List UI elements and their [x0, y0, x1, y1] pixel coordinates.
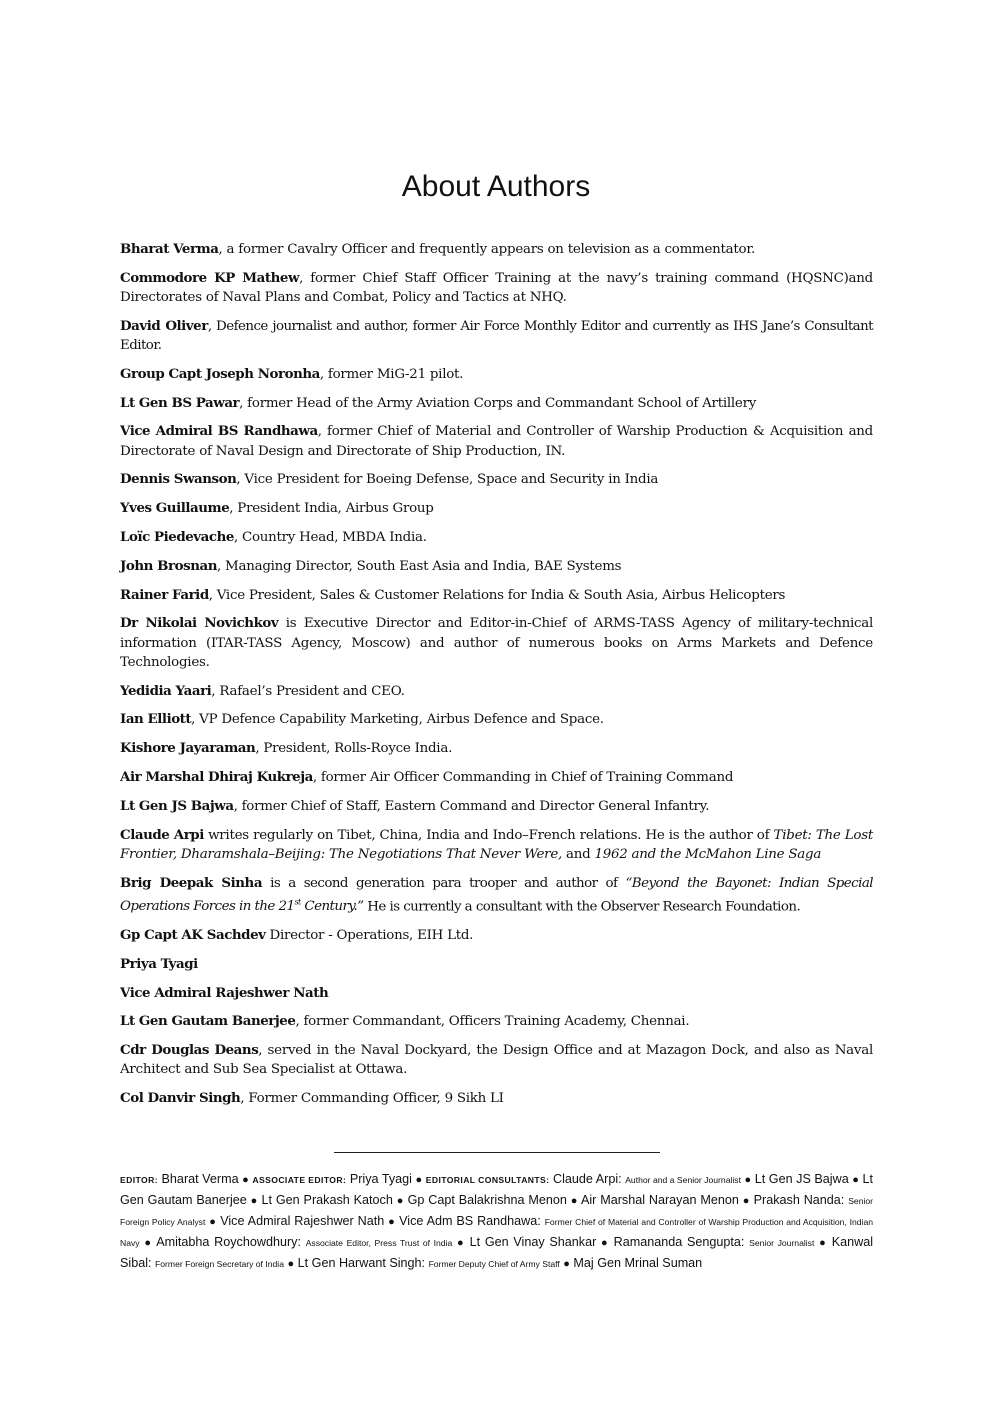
- author-name: Yves Guillaume: [120, 500, 230, 517]
- author-entry: [120, 365, 873, 384]
- author-description: writes regularly on Tibet, China, India and Indo–French relations. He is the author of: [203, 827, 774, 843]
- author-name: Dr Nikolai Novichkov: [120, 615, 279, 632]
- book-title: 1962 and the McMahon Line Saga: [594, 846, 822, 862]
- author-name: Lt Gen JS Bajwa: [120, 797, 234, 814]
- editor-name: Bharat Verma: [161, 1172, 239, 1186]
- author-entry: [120, 499, 873, 518]
- bullet-separator: ●: [563, 1258, 570, 1270]
- author-description: , Rafael’s President and CEO.: [211, 683, 405, 699]
- consultant-name: Lt Gen Harwant Singh:: [297, 1256, 426, 1270]
- ordinal-suffix: st: [294, 897, 301, 907]
- author-entry: [120, 955, 873, 974]
- bullet-separator: ●: [287, 1258, 295, 1270]
- author-name: Col Danvir Singh: [120, 1090, 241, 1107]
- author-description: , served in the Naval Dockyard, the Design Office and at Mazagon Dock, and also as Naval Architect and Sub Sea Specialist at Ottawa.: [120, 1043, 873, 1078]
- consultant-name: Vice Admiral Rajeshwer Nath: [220, 1214, 385, 1228]
- author-entry: [120, 826, 873, 864]
- author-entry: [120, 317, 873, 355]
- author-name: Vice Admiral BS Randhawa: [120, 423, 318, 440]
- author-description: , Country Head, MBDA India.: [233, 529, 427, 545]
- author-name: Bharat Verma: [120, 241, 219, 257]
- author-entry: [120, 984, 873, 1003]
- bullet-separator: ●: [852, 1174, 859, 1186]
- bullet-separator: ●: [457, 1237, 465, 1249]
- consultant-name: Air Marshal Narayan Menon: [580, 1193, 739, 1207]
- author-description: is a second generation para trooper and author of: [262, 875, 626, 891]
- author-name: Dennis Swanson: [120, 471, 237, 488]
- consultant-note: Senior Foreign Policy Analyst: [120, 1196, 874, 1227]
- author-entry: [120, 557, 873, 576]
- author-name: Commodore KP Mathew: [120, 269, 300, 286]
- author-entry: [120, 1041, 873, 1079]
- author-entry: [120, 528, 873, 547]
- author-entry: [120, 470, 873, 489]
- author-name: Air Marshal Dhiraj Kukreja: [120, 768, 313, 785]
- footer-divider: [334, 1152, 660, 1153]
- associate-editor-label: ASSOCIATE EDITOR:: [252, 1175, 347, 1185]
- author-description: , a former Cavalry Officer and frequently appears on television as a commentator.: [218, 242, 755, 257]
- author-entry: [120, 710, 873, 729]
- author-name: Lt Gen BS Pawar: [120, 394, 240, 411]
- author-entry: [120, 1089, 873, 1108]
- consultant-name: Vice Adm BS Randhawa:: [399, 1214, 541, 1228]
- author-description: , Former Commanding Officer, 9 Sikh LI: [240, 1091, 504, 1107]
- author-entry: [120, 422, 873, 460]
- author-description: , former MiG-21 pilot.: [319, 366, 464, 382]
- author-entry: [120, 1012, 873, 1031]
- author-entry: [120, 874, 873, 917]
- author-name: Vice Admiral Rajeshwer Nath: [120, 984, 329, 1001]
- author-description: , former Commandant, Officers Training Academy, Chennai.: [295, 1014, 690, 1030]
- bullet-separator: ●: [144, 1237, 153, 1249]
- conjunction: and: [562, 846, 595, 862]
- consultant-name: Ramananda Sengupta:: [613, 1235, 745, 1249]
- consultant-name: Maj Gen Mrinal Suman: [573, 1256, 703, 1270]
- author-description: , Vice President, Sales & Customer Relations for India & South Asia, Airbus Helicopters: [208, 587, 786, 603]
- author-name: Yedidia Yaari: [120, 682, 212, 699]
- author-description: , former Chief Staff Officer Training at the navy’s training command (HQSNC)and Directorates of Naval Plans and Combat, Policy and Tactics at NHQ.: [120, 270, 873, 305]
- bullet-separator: ●: [570, 1195, 578, 1207]
- author-description: He is currently a consultant with the Observer Research Foundation.: [363, 899, 801, 915]
- author-description: , former Head of the Army Aviation Corps and Commandant School of Artillery: [239, 395, 757, 411]
- author-name: Gp Capt AK Sachdev: [120, 927, 266, 944]
- consultant-name: Lt Gen Gautam Banerjee: [120, 1172, 873, 1207]
- editor-label: EDITOR:: [120, 1175, 158, 1185]
- author-entry: [120, 768, 873, 787]
- consultant-name: Lt Gen Vinay Shankar: [469, 1235, 597, 1249]
- bullet-separator: ●: [396, 1195, 404, 1207]
- author-description: , former Chief of Material and Controller of Warship Production & Acquisition and Directorate of Naval Design and Directorate of Ship Production, IN.: [120, 424, 873, 459]
- author-name: Group Capt Joseph Noronha: [120, 365, 320, 382]
- book-title-part: “Beyond the Bayonet: Indian Special Operations Forces in the 21: [120, 875, 873, 915]
- author-name: Priya Tyagi: [120, 955, 198, 972]
- consultant-note: Former Chief of Material and Controller of Warship Production and Acquisition, Indian Navy: [120, 1217, 874, 1248]
- editorial-consultants-label: EDITORIAL CONSULTANTS:: [425, 1175, 550, 1185]
- consultant-name: Amitabha Roychowdhury:: [156, 1235, 301, 1249]
- editorial-credits: [120, 1169, 873, 1274]
- book-title-part: Century.”: [300, 899, 364, 915]
- bullet-separator: ●: [415, 1174, 423, 1186]
- author-entry: [120, 269, 873, 307]
- bullet-separator: ●: [601, 1237, 609, 1249]
- consultant-name: Lt Gen JS Bajwa: [754, 1172, 849, 1186]
- bullet-separator: ●: [742, 1195, 750, 1207]
- author-description: , Managing Director, South East Asia and India, BAE Systems: [217, 558, 622, 574]
- consultant-name: Claude Arpi:: [553, 1172, 622, 1186]
- author-description: , President India, Airbus Group: [229, 501, 434, 517]
- consultant-note: Associate Editor, Press Trust of India: [305, 1238, 453, 1248]
- consultant-note: Author and a Senior Journalist: [625, 1175, 741, 1185]
- author-name: John Brosnan: [120, 557, 217, 574]
- author-entry: [120, 926, 873, 945]
- bullet-separator: ●: [744, 1174, 752, 1186]
- author-name: Ian Elliott: [120, 711, 192, 728]
- consultant-list: [120, 1172, 873, 1270]
- page-title: About Authors: [401, 170, 591, 203]
- author-name: Cdr Douglas Deans: [120, 1042, 259, 1059]
- bullet-separator: ●: [242, 1174, 249, 1186]
- author-name: Claude Arpi: [120, 826, 204, 843]
- bullet-separator: ●: [250, 1195, 258, 1207]
- consultant-note: Senior Journalist: [749, 1238, 815, 1248]
- author-entry: [120, 797, 873, 816]
- consultant-name: Prakash Nanda:: [753, 1193, 845, 1207]
- author-entry: [120, 240, 873, 259]
- author-name: Brig Deepak Sinha: [120, 874, 263, 891]
- author-name: Loïc Piedevache: [120, 528, 234, 545]
- author-list: [120, 240, 873, 1118]
- author-entry: [120, 586, 873, 605]
- author-name: Lt Gen Gautam Banerjee: [120, 1013, 296, 1030]
- author-description: , Vice President for Boeing Defense, Space and Security in India: [236, 472, 659, 488]
- author-description: is Executive Director and Editor-in-Chief of ARMS-TASS Agency of military-technical information (ITAR-TASS Agency, Moscow) and author of numerous books on Arms Markets and Defence Technologies.: [120, 616, 873, 670]
- bullet-separator: ●: [209, 1216, 217, 1228]
- author-description: , former Air Officer Commanding in Chief of Training Command: [312, 769, 734, 785]
- bullet-separator: ●: [388, 1216, 396, 1228]
- associate-editor-name: Priya Tyagi: [349, 1172, 412, 1186]
- consultant-note: Former Deputy Chief of Army Staff: [428, 1259, 560, 1269]
- author-entry: [120, 682, 873, 701]
- author-description: , former Chief of Staff, Eastern Command and Director General Infantry.: [233, 798, 710, 814]
- consultant-name: Gp Capt Balakrishna Menon: [407, 1193, 567, 1207]
- book-title: Tibet: The Lost Frontier, Dharamshala–Beijing: The Negotiations That Never Were,: [120, 827, 873, 862]
- consultant-name: Lt Gen Prakash Katoch: [261, 1193, 393, 1207]
- author-description: , Defence journalist and author, former Air Force Monthly Editor and currently as IHS Jane’s Consultant Editor.: [120, 318, 873, 353]
- author-name: Kishore Jayaraman: [120, 740, 256, 757]
- author-description: Director - Operations, EIH Ltd.: [265, 928, 474, 944]
- author-entry: [120, 739, 873, 758]
- author-name: David Oliver: [120, 317, 208, 334]
- consultant-name: Kanwal Sibal:: [120, 1235, 874, 1270]
- consultant-note: Former Foreign Secretary of India: [155, 1259, 284, 1269]
- author-entry: [120, 614, 873, 672]
- bullet-separator: ●: [819, 1237, 827, 1249]
- author-description: , President, Rolls-Royce India.: [255, 741, 453, 757]
- author-entry: [120, 394, 873, 413]
- author-name: Rainer Farid: [120, 586, 209, 603]
- author-description: , VP Defence Capability Marketing, Airbus Defence and Space.: [191, 712, 604, 728]
